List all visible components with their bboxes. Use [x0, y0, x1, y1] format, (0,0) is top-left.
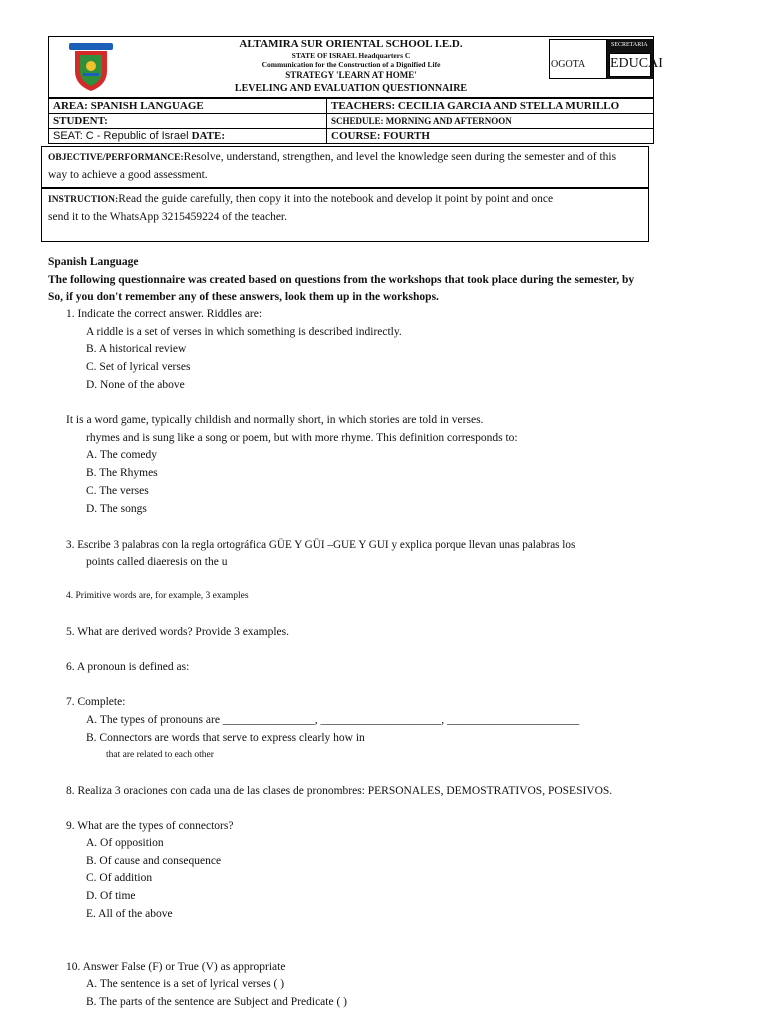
- communication-line: Communication for the Construction of a Dignified Life: [261, 60, 441, 69]
- q1-option-c: C. Set of lyrical verses: [86, 361, 191, 373]
- objective-label: OBJECTIVE/PERFORMANCE:: [48, 153, 184, 163]
- q10-statement-b: B. The parts of the sentence are Subject and Predicate ( ): [86, 996, 347, 1008]
- strategy-line: STRATEGY 'LEARN AT HOME': [285, 70, 417, 80]
- schedule-cell: SCHEDULE: MORNING AND AFTERNOON: [327, 114, 654, 129]
- student-cell[interactable]: STUDENT:: [49, 114, 327, 129]
- header-box: [48, 36, 663, 98]
- q7-part-a: A. The types of pronouns are ________________, _____________________, _______________________: [86, 714, 580, 726]
- question-1: 1. Indicate the correct answer. Riddles are:: [66, 308, 263, 320]
- teachers-cell: TEACHERS: CECILIA GARCIA AND STELLA MURILLO: [327, 99, 654, 114]
- educacion-label: EDUCAI: [610, 56, 663, 71]
- question-9: 9. What are the types of connectors?: [66, 820, 234, 832]
- q1-option-a: A riddle is a set of verses in which something is described indirectly.: [86, 326, 402, 338]
- bogota-logo: [549, 39, 663, 79]
- q2-option-b: B. The Rhymes: [86, 467, 158, 479]
- question-3-line-2: points called diaeresis on the u: [86, 556, 228, 568]
- q9-option-c: C. Of addition: [86, 872, 153, 884]
- question-2: It is a word game, typically childish and normally short, in which stories are told in verses.: [66, 414, 484, 426]
- q1-option-b: B. A historical review: [86, 343, 187, 355]
- objective-text-2: way to achieve a good assessment.: [48, 169, 208, 181]
- secretaria-label: SECRETARIA: [611, 42, 648, 48]
- q2-option-a: A. The comedy: [86, 449, 158, 461]
- intro-line-1: The following questionnaire was created based on questions from the workshops that took place during the semester, by: [48, 274, 635, 286]
- objective-text-1: Resolve, understand, strengthen, and level the knowledge seen during the semester and of this: [183, 151, 617, 163]
- question-7: 7. Complete:: [66, 696, 126, 708]
- q7-part-b: B. Connectors are words that serve to express clearly how in: [86, 732, 365, 744]
- objective-box: [41, 146, 649, 188]
- date-label: DATE:: [191, 130, 225, 142]
- course-cell: COURSE: FOURTH: [327, 129, 654, 144]
- instruction-box: [41, 188, 649, 242]
- area-cell: AREA: SPANISH LANGUAGE: [49, 99, 327, 114]
- question-6: 6. A pronoun is defined as:: [66, 661, 190, 673]
- bogota-label: OGOTA: [551, 59, 586, 70]
- instruction-label: INSTRUCTION:: [48, 195, 119, 205]
- question-4: 4. Primitive words are, for example, 3 examples: [66, 591, 249, 601]
- q2-option-c: C. The verses: [86, 485, 149, 497]
- q9-option-d: D. Of time: [86, 890, 136, 902]
- section-heading: Spanish Language: [48, 256, 139, 268]
- seat-label: SEAT: C - Republic of Israel: [53, 130, 189, 142]
- question-3: 3. Escribe 3 palabras con la regla ortográfica GÜE Y GÜI –GUE Y GUI y explica porque llevan unas palabras los: [66, 539, 576, 551]
- question-10: 10. Answer False (F) or True (V) as appropriate: [66, 961, 286, 973]
- q10-statement-a: A. The sentence is a set of lyrical verses ( ): [86, 978, 285, 990]
- question-8: 8. Realiza 3 oraciones con cada una de las clases de pronombres: PERSONALES, DEMOSTRATIVOS, POSESIVOS.: [66, 785, 613, 797]
- state-line: STATE OF ISRAEL Headquarters C: [291, 51, 411, 60]
- q2-option-d: D. The songs: [86, 503, 147, 515]
- q7-part-b-line-2: that are related to each other: [106, 750, 214, 760]
- q9-option-b: B. Of cause and consequence: [86, 855, 222, 867]
- instruction-text-2: send it to the WhatsApp 3215459224 of the teacher.: [48, 211, 288, 223]
- q9-option-e: E. All of the above: [86, 908, 173, 920]
- questionnaire-title: LEVELING AND EVALUATION QUESTIONNAIRE: [234, 83, 468, 94]
- instruction-text-1: Read the guide carefully, then copy it into the notebook and develop it point by point and once: [118, 193, 554, 205]
- question-5: 5. What are derived words? Provide 3 examples.: [66, 626, 290, 638]
- question-2-line-2: rhymes and is sung like a song or poem, but with more rhyme. This definition corresponds to:: [86, 432, 518, 444]
- intro-line-2: So, if you don't remember any of these answers, look them up in the workshops.: [48, 291, 439, 303]
- seat-date-cell[interactable]: [49, 129, 327, 144]
- q1-option-d: D. None of the above: [86, 379, 185, 391]
- student-info-table: [48, 98, 654, 144]
- school-name: ALTAMIRA SUR ORIENTAL SCHOOL I.E.D.: [239, 38, 463, 50]
- q9-option-a: A. Of opposition: [86, 837, 164, 849]
